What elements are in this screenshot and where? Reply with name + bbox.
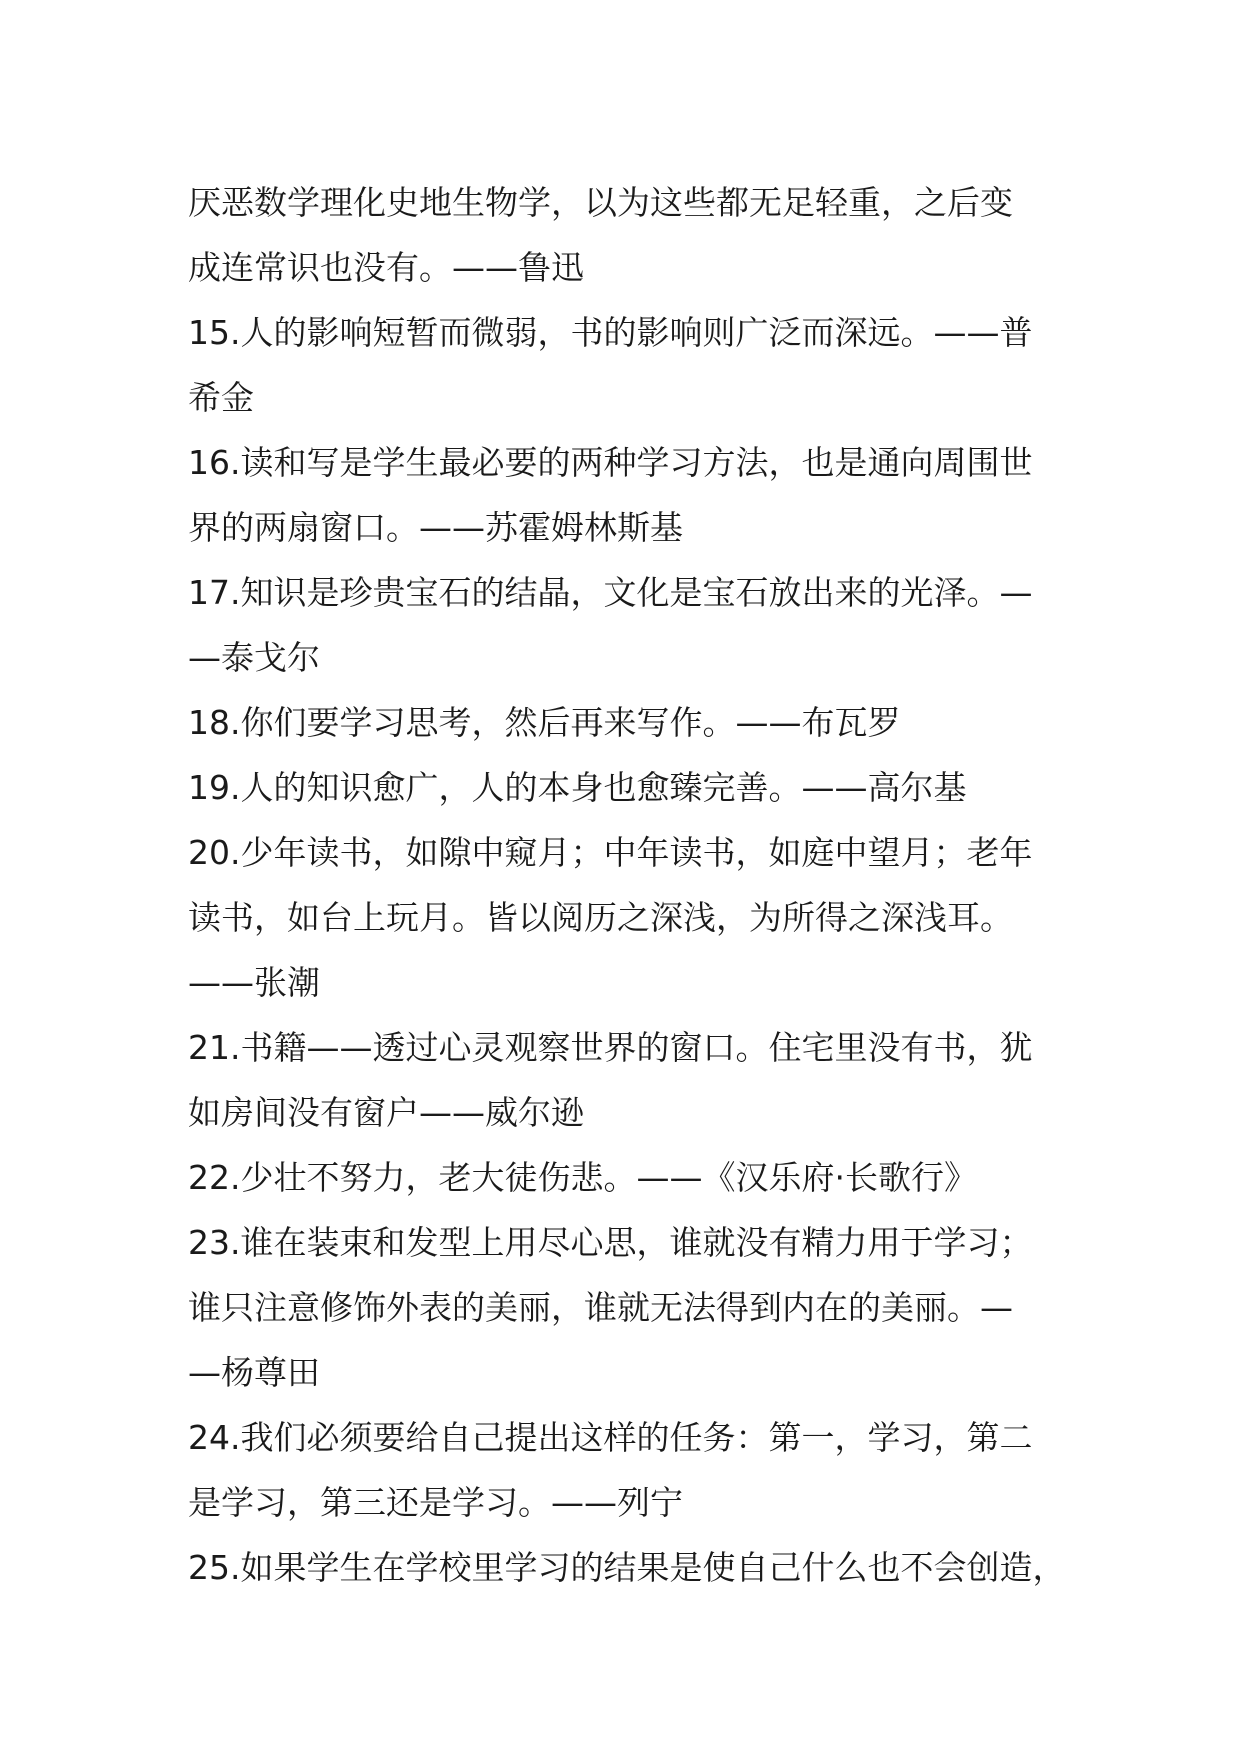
text-line: 厌恶数学理化史地生物学，以为这些都无足轻重，之后变 (188, 183, 1013, 222)
text-line: 如房间没有窗户——威尔逊 (188, 1093, 584, 1132)
text-line: 是学习，第三还是学习。——列宁 (188, 1483, 683, 1522)
text-line: —杨尊田 (188, 1353, 320, 1392)
text-line: 17.知识是珍贵宝石的结晶，文化是宝石放出来的光泽。— (188, 573, 1033, 612)
text-line: ——张潮 (188, 963, 320, 1002)
text-line: 23.谁在装束和发型上用尽心思，谁就没有精力用于学习； (188, 1223, 1033, 1262)
text-line: 谁只注意修饰外表的美丽，谁就无法得到内在的美丽。— (188, 1288, 1013, 1327)
text-line: 22.少壮不努力，老大徒伤悲。——《汉乐府·长歌行》 (188, 1158, 977, 1197)
text-line: 25.如果学生在学校里学习的结果是使自己什么也不会创造， (188, 1548, 1066, 1587)
text-line: 24.我们必须要给自己提出这样的任务：第一，学习，第二 (188, 1418, 1033, 1457)
text-line: —泰戈尔 (188, 638, 320, 677)
text-line: 18.你们要学习思考，然后再来写作。——布瓦罗 (188, 703, 901, 742)
text-line: 15.人的影响短暂而微弱，书的影响则广泛而深远。——普 (188, 313, 1033, 352)
text-line: 成连常识也没有。——鲁迅 (188, 248, 584, 287)
text-line: 读书，如台上玩月。皆以阅历之深浅，为所得之深浅耳。 (188, 898, 1013, 937)
text-line: 21.书籍——透过心灵观察世界的窗口。住宅里没有书，犹 (188, 1028, 1033, 1067)
text-line: 20.少年读书，如隙中窥月；中年读书，如庭中望月；老年 (188, 833, 1033, 872)
document-body (188, 170, 1068, 1600)
text-line: 希金 (188, 378, 254, 417)
text-line: 16.读和写是学生最必要的两种学习方法，也是通向周围世 (188, 443, 1033, 482)
text-line: 19.人的知识愈广，人的本身也愈臻完善。——高尔基 (188, 768, 967, 807)
text-line: 界的两扇窗口。——苏霍姆林斯基 (188, 508, 683, 547)
